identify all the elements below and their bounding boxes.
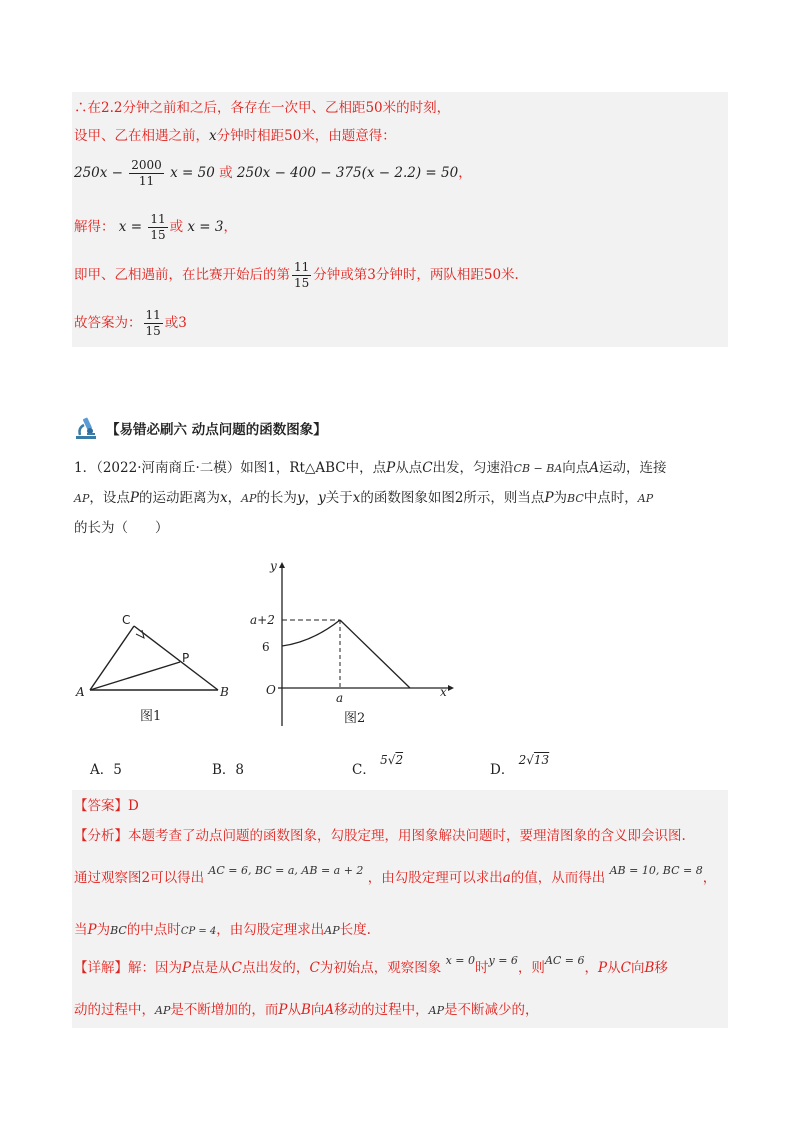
option-c[interactable]: C． 5√2 bbox=[352, 753, 404, 778]
fraction: $\frac{2000}{11}$ bbox=[131, 158, 162, 188]
figure-2-label-a: a bbox=[336, 691, 344, 705]
analysis-line: 【分析】本题考查了动点问题的函数图象，勾股定理，用图象解决问题时，要理清图象的含义即会识图. bbox=[74, 828, 686, 844]
option-d-radical: 2√13 bbox=[518, 753, 550, 767]
figure-2-label-o: O bbox=[266, 683, 276, 697]
microscope-icon bbox=[74, 416, 100, 440]
figure-2-label-a-plus-2: a+2 bbox=[250, 613, 275, 627]
figure-2-graph bbox=[240, 556, 470, 736]
solution-line-2: 设甲、乙在相遇之前，x分钟时相距50米，由题意得： bbox=[74, 128, 396, 144]
figure-1-caption: 图1 bbox=[140, 709, 162, 724]
question-line-1: 1．（2022·河南商丘·二模）如图1，Rt△ABC中，点P从点C出发，匀速沿CB − BA向点A运动，连接 bbox=[74, 460, 667, 476]
detail-line: 【详解】解：因为P点是从C点出发的，C为初始点，观察图象 $^{x = 0}$时$^{y = 6}$，则$^{AC = 6}$，P从C向B移 bbox=[74, 954, 668, 976]
solution-line-5: 即甲、乙相遇前，在比赛开始后的第 $\frac{11}{15}$ 分钟或第3分钟时，两队相距50米. bbox=[74, 260, 519, 290]
detail-line-2: 动的过程中，AP是不断增加的，而P从B向A移动的过程中，AP是不断减少的， bbox=[74, 1002, 539, 1018]
figure-1-triangle bbox=[70, 608, 240, 738]
analysis-line-3: 通过观察图2可以得出 $^{AC = 6, BC = a, AB = a + 2}$ ，由勾股定理可以求出a的值，从而得出 $^{AB = 10, BC = 8}$， bbox=[74, 864, 717, 886]
question-line-2: AP，设点P的运动距离为x，AP的长为y，y关于x的函数图象如图2所示，则当点P为BC中点时，AP bbox=[74, 490, 654, 506]
figure-1-label-c: C bbox=[122, 613, 131, 627]
option-b[interactable]: B．8 bbox=[212, 762, 245, 778]
figure-2-caption: 图2 bbox=[344, 711, 366, 726]
solution-answer-line: 故答案为： $\frac{11}{15}$ 或3 bbox=[74, 308, 187, 338]
fraction: $\frac{11}{15}$ bbox=[150, 212, 166, 242]
figure-2-label-6: 6 bbox=[262, 640, 270, 654]
fraction: $\frac{11}{15}$ bbox=[294, 260, 310, 290]
solution-solve-line: 解得： x = $\frac{11}{15}$ 或 x = 3， bbox=[74, 212, 237, 242]
figure-2-label-y: y bbox=[270, 559, 277, 573]
option-a[interactable]: A．5 bbox=[90, 762, 122, 778]
solution-equation-line: 250x − $\frac{2000}{11}$ x = 50 或 250x − 400 − 375(x − 2.2) = 50， bbox=[74, 158, 472, 188]
figure-1-label-a: A bbox=[76, 685, 85, 699]
question-line-3: 的长为（ ） bbox=[74, 520, 169, 536]
section-heading: 【易错必刷六 动点问题的函数图象】 bbox=[74, 416, 327, 440]
figure-1-label-b: B bbox=[220, 685, 229, 699]
analysis-line-4: 当P为BC的中点时CP = 4，由勾股定理求出AP长度. bbox=[74, 922, 371, 938]
fraction: $\frac{11}{15}$ bbox=[145, 308, 161, 338]
option-c-radical: 5√2 bbox=[380, 753, 404, 767]
figure-1-label-p: P bbox=[182, 651, 190, 665]
option-d[interactable]: D． 2√13 bbox=[490, 753, 550, 778]
solution-line-1: ∴在2.2分钟之前和之后，各存在一次甲、乙相距50米的时刻， bbox=[74, 100, 451, 116]
answer-line: 【答案】D bbox=[74, 798, 139, 814]
figure-2-label-x: x bbox=[440, 685, 447, 699]
